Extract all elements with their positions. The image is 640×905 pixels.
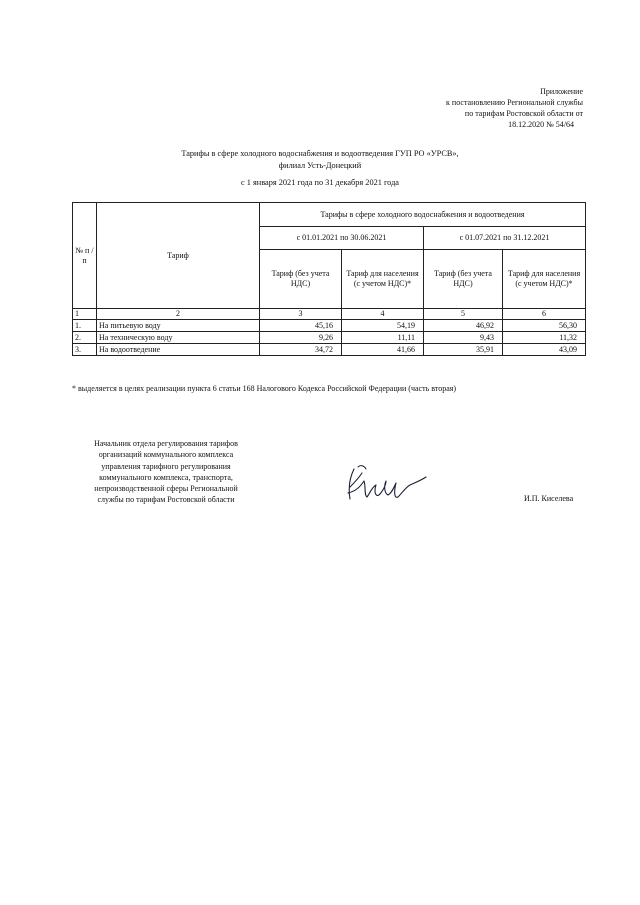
row-number: 3. xyxy=(73,344,97,356)
table-row xyxy=(73,320,586,332)
header-group-title: Тарифы в сфере холодного водоснабжения и водоотведения xyxy=(260,203,586,227)
table-row xyxy=(73,332,586,344)
appendix-reference xyxy=(383,86,583,130)
header-tariff: Тариф xyxy=(97,203,260,309)
row-number: 2. xyxy=(73,332,97,344)
heading-title: Тарифы в сфере холодного водоснабжения и водоотведения ГУП РО «УРСВ», xyxy=(181,149,459,158)
row-value: 9,26 xyxy=(260,332,342,344)
row-name: На водоотведение xyxy=(97,344,260,356)
appendix-line: к постановлению Региональной службы xyxy=(446,98,583,107)
header-number: № п /п xyxy=(73,203,97,309)
header-tariff-no-vat-2: Тариф (без учета НДС) xyxy=(424,250,503,309)
header-tariff-population-2: Тариф для населения (с учетом НДС)* xyxy=(503,250,586,309)
row-value: 35,91 xyxy=(424,344,503,356)
header-tariff-population-1: Тариф для населения (с учетом НДС)* xyxy=(342,250,424,309)
column-number: 4 xyxy=(342,309,424,320)
row-value: 54,19 xyxy=(342,320,424,332)
header-period-2: с 01.07.2021 по 31.12.2021 xyxy=(424,227,586,250)
appendix-line: 18.12.2020 № 54/64 xyxy=(508,120,574,129)
position-line: непроизводственной сферы Региональной xyxy=(94,484,238,494)
row-value: 34,72 xyxy=(260,344,342,356)
column-number: 6 xyxy=(503,309,586,320)
row-value: 11,11 xyxy=(342,332,424,344)
position-line: коммунального комплекса, транспорта, xyxy=(99,472,233,482)
row-value: 45,16 xyxy=(260,320,342,332)
position-line: службы по тарифам Ростовской области xyxy=(97,495,235,505)
row-value: 56,30 xyxy=(503,320,586,332)
tariff-table xyxy=(72,202,586,356)
column-number: 1 xyxy=(73,309,97,320)
document-heading xyxy=(0,148,640,189)
heading-branch: филиал Усть-Донецкий xyxy=(278,161,362,170)
signatory-position xyxy=(78,438,254,506)
row-number: 1. xyxy=(73,320,97,332)
column-number: 5 xyxy=(424,309,503,320)
header-tariff-no-vat-1: Тариф (без учета НДС) xyxy=(260,250,342,309)
appendix-line: Приложение xyxy=(540,87,583,96)
position-line: управления тарифного регулирования xyxy=(101,461,231,471)
signatory-name: И.П. Киселева xyxy=(524,494,574,503)
row-name: На питьевую воду xyxy=(97,320,260,332)
row-value: 9,43 xyxy=(424,332,503,344)
row-name: На техническую воду xyxy=(97,332,260,344)
header-period-1: с 01.01.2021 по 30.06.2021 xyxy=(260,227,424,250)
column-number: 3 xyxy=(260,309,342,320)
row-value: 43,09 xyxy=(503,344,586,356)
heading-period: с 1 января 2021 года по 31 декабря 2021 года xyxy=(241,178,399,187)
position-line: Начальник отдела регулирования тарифов xyxy=(94,439,238,448)
row-value: 46,92 xyxy=(424,320,503,332)
handwritten-signature xyxy=(340,457,430,505)
appendix-line: по тарифам Ростовской области от xyxy=(464,109,583,118)
position-line: организаций коммунального комплекса xyxy=(98,450,234,460)
column-number: 2 xyxy=(97,309,260,320)
row-value: 41,66 xyxy=(342,344,424,356)
footnote: * выделяется в целях реализации пункта 6 статьи 168 Налогового Кодекса Российской Федерации (часть вторая) xyxy=(72,384,457,393)
table-row xyxy=(73,344,586,356)
row-value: 11,32 xyxy=(503,332,586,344)
